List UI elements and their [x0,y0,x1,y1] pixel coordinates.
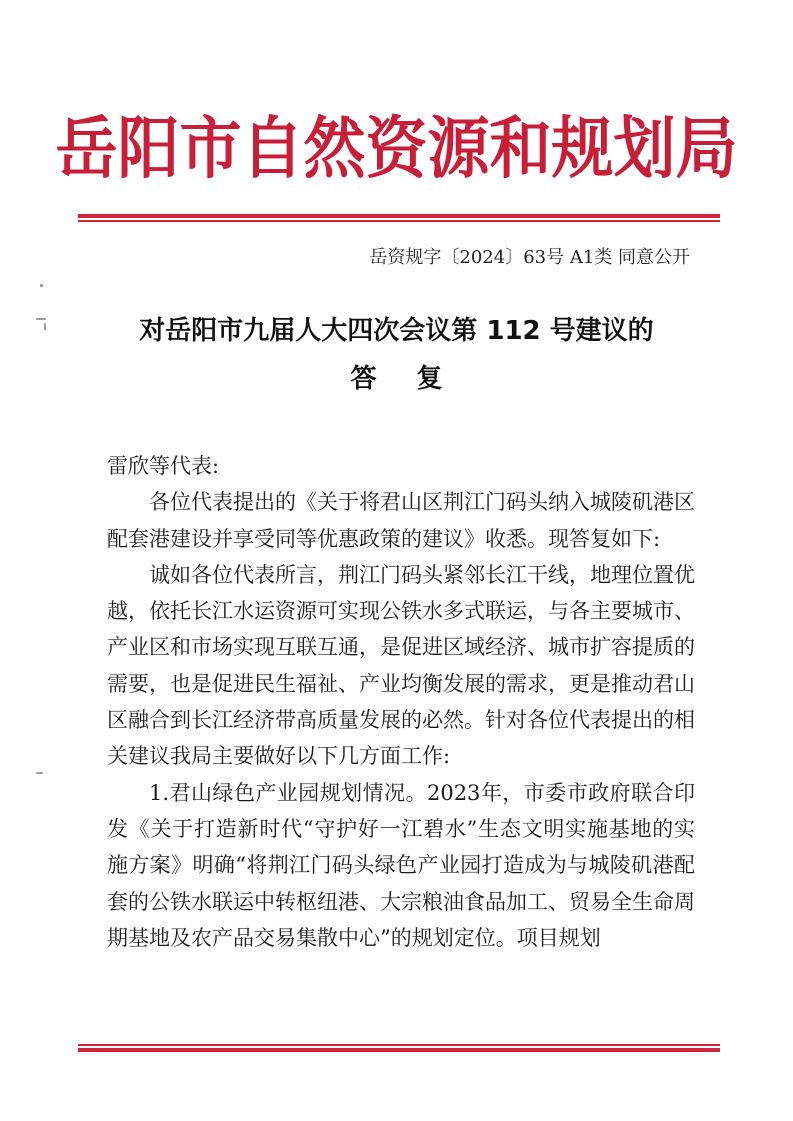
header-red-rule-thin [78,220,720,222]
salutation: 雷欣等代表: [107,454,220,478]
scan-speck [36,318,46,320]
footer-red-rule [78,1044,720,1053]
document-body [107,448,695,956]
header-red-rule-thick [78,214,720,218]
footer-red-rule-thick [78,1048,720,1052]
body-paragraph-1: 各位代表提出的《关于将君山区荆江门码头纳入城陵矶港区配套港建设并享受同等优惠政策的建议》收悉。现答复如下: [107,490,695,551]
header-red-rule [78,214,720,223]
scan-speck [36,772,43,774]
document-heading-line2: 答复 [350,364,483,394]
document-number: 岳资规字〔2024〕63号 A1类 同意公开 [369,247,690,268]
document-heading [0,311,793,399]
body-paragraph-2: 诚如各位代表所言，荆江门码头紧邻长江干线，地理位置优越，依托长江水运资源可实现公铁水多式联运，与各主要城市、产业区和市场实现互联互通，是促进区域经济、城市扩容提质的需要，也是促进民生福祉、产业均衡发展的需求，更是推动君山区融合到长江经济带高质量发展的必然。针对各位代表提出的相关建议我局主要做好以下几方面工作: [107,562,695,769]
scan-speck [40,284,43,287]
footer-red-rule-thin [78,1044,720,1046]
scan-speck [44,323,46,330]
document-heading-line1: 对岳阳市九届人大四次会议第 112 号建议的 [139,316,654,346]
body-paragraph-3: 1.君山绿色产业园规划情况。2023年，市委市政府联合印发《关于打造新时代“守护好一江碧水”生态文明实施基地的实施方案》明确“将荆江门码头绿色产业园打造成为与城陵矶港配套的公铁水联运中转枢纽港、大宗粮油食品加工、贸易全生命周期基地及农产品交易集散中心”的规划定位。项目规划 [107,780,695,950]
organization-title: 岳阳市自然资源和规划局 [55,109,738,188]
